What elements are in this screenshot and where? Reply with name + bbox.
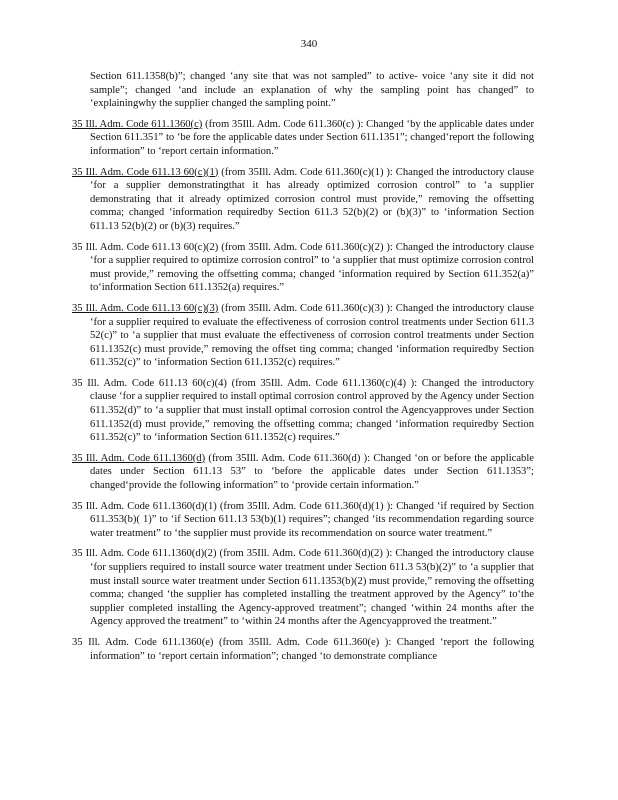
entry-continuation xyxy=(72,70,534,111)
entry-611-1360-c-2 xyxy=(72,241,534,295)
entry-text: (from 35Ill. Adm. Code 611.360(d)(2) ): Changed the introductory clause ‘for suppliers required to install source water treatment under Section 611.3 53(b)(2)” to ‘a supplier that must install source water treatment under Section 611.1353(b)(2) must provide,” removing the offsetting comma; changed ‘the supplier has completed installing the treatment approved by the Agency” to‘the supplier completed installing the Agency-approved treatment”; changed ‘within 24 months after the Agency approved the treatment” to ‘within 24 months after the Agencyapproved the treatment.” xyxy=(90,548,534,628)
entry-611-1360-d-1 xyxy=(72,500,534,541)
entry-611-1360-d xyxy=(72,452,534,493)
entry-611-1360-c xyxy=(72,118,534,159)
entry-citation: 35 Ill. Adm. Code 611.13 60(c)(3) xyxy=(72,302,219,314)
entry-citation: 35 Ill. Adm. Code 611.1360(d)(1) xyxy=(72,500,217,512)
entry-text: (from 35Ill. Adm. Code 611.360(d) ): Changed ‘on or before the applicable dates under Section 611.13 53” to ‘before the applicable dates under Section 611.1353”; changed‘provide the following information” to ‘provide certain information.” xyxy=(90,452,534,492)
entry-citation: 35 Ill. Adm. Code 611.1360(e) xyxy=(72,636,214,648)
entry-citation: 35 Ill. Adm. Code 611.13 60(c)(1) xyxy=(72,166,219,178)
entry-text: (from 35Ill. Adm. Code 611.360(c)(3) ): Changed the introductory clause ‘for a supplier required to evaluate the effectiveness of corrosion control treatments under Section 611.3 52(c)” to ‘a supplier that must evaluate the effectiveness of corrosion control treatments under Section 611.1352(c) must provide,” removing the offset ting comma; changed ‘information requiredby Section 611.352(c)” to ‘information Section 611.1352(c) requires.” xyxy=(90,302,534,369)
entry-citation: 35 Ill. Adm. Code 611.13 60(c)(4) xyxy=(72,377,227,389)
entry-citation: 35 Ill. Adm. Code 611.1360(c) xyxy=(72,118,203,130)
entry-text: (from 35Ill. Adm. Code 611.1360(c)(4) ): Changed the introductory clause ‘for a supplier required to install optimal corrosion control approved by the Agency under Section 611.352(d)” to ‘a supplier that must install optimal corrosion control the Agencyapproves under Section 611.1352(d) must provide,” removing the offsetting comma; changed ‘information requiredby Section 611.352(c)” to ‘information Section 611.1352(c) requires.” xyxy=(90,377,534,444)
entry-text: (from 35Ill. Adm. Code 611.360(c)(2) ): Changed the introductory clause ‘for a supplier required to optimize corrosion control” to ‘a supplier that must optimize corrosion control must provide,” removing the offsetting comma; changed ‘information required by Section 611.352(a)” to‘information Section 611.1352(a) requires.” xyxy=(90,241,534,294)
entry-text: Section 611.1358(b)”; changed ‘any site that was not sampled” to active- voice ‘any site it did not sample”; changed ‘and include an explanation of why the sampling point has changed” to ‘explainingwhy the supplier changed the sampling point.” xyxy=(90,71,534,110)
entry-text: (from 35Ill. Adm. Code 611.360(e) ): Changed ‘report the following information” to ‘report certain information”; changed ‘to demonstrate compliance xyxy=(90,636,534,662)
entry-611-1360-c-4 xyxy=(72,377,534,445)
page-number: 340 xyxy=(300,38,318,50)
entry-611-1360-c-1 xyxy=(72,166,534,234)
entry-citation: 35 Ill. Adm. Code 611.1360(d) xyxy=(72,452,206,464)
entry-611-1360-c-3 xyxy=(72,302,534,370)
entry-text: (from 35Ill. Adm. Code 611.360(d)(1) ): Changed ‘if required by Section 611.353(b)( 1)” to ‘if Section 611.13 53(b)(1) requires”; changed ‘its recommendation regarding source water treatment” to ‘the supplier must provide its recommendation on source water treatment.” xyxy=(90,500,534,539)
entry-611-1360-e xyxy=(72,636,534,663)
entry-text: (from 35Ill. Adm. Code 611.360(c) ): Changed ‘by the applicable dates under Section 611.351” to ‘be fore the applicable dates under Section 611.1351”; changed‘report the following information” to ‘report certain information.” xyxy=(90,118,534,157)
entry-text: (from 35Ill. Adm. Code 611.360(c)(1) ): Changed the introductory clause ‘for a supplier demonstratingthat it has already optimized corrosion control” to ‘a supplier demonstrating that it already optimized corrosion control must provide,” removing the offsetting comma; changed ‘information requiredby Section 611.3 52(b)(2) or (b)(3)” to ‘information Section 611.13 52(b)(2) or (b)(3) requires.” xyxy=(90,166,534,232)
entry-citation: 35 Ill. Adm. Code 611.13 60(c)(2) xyxy=(72,241,219,253)
document-body xyxy=(72,70,534,670)
entry-611-1360-d-2 xyxy=(72,547,534,629)
entry-citation: 35 Ill. Adm. Code 611.1360(d)(2) xyxy=(72,548,217,560)
